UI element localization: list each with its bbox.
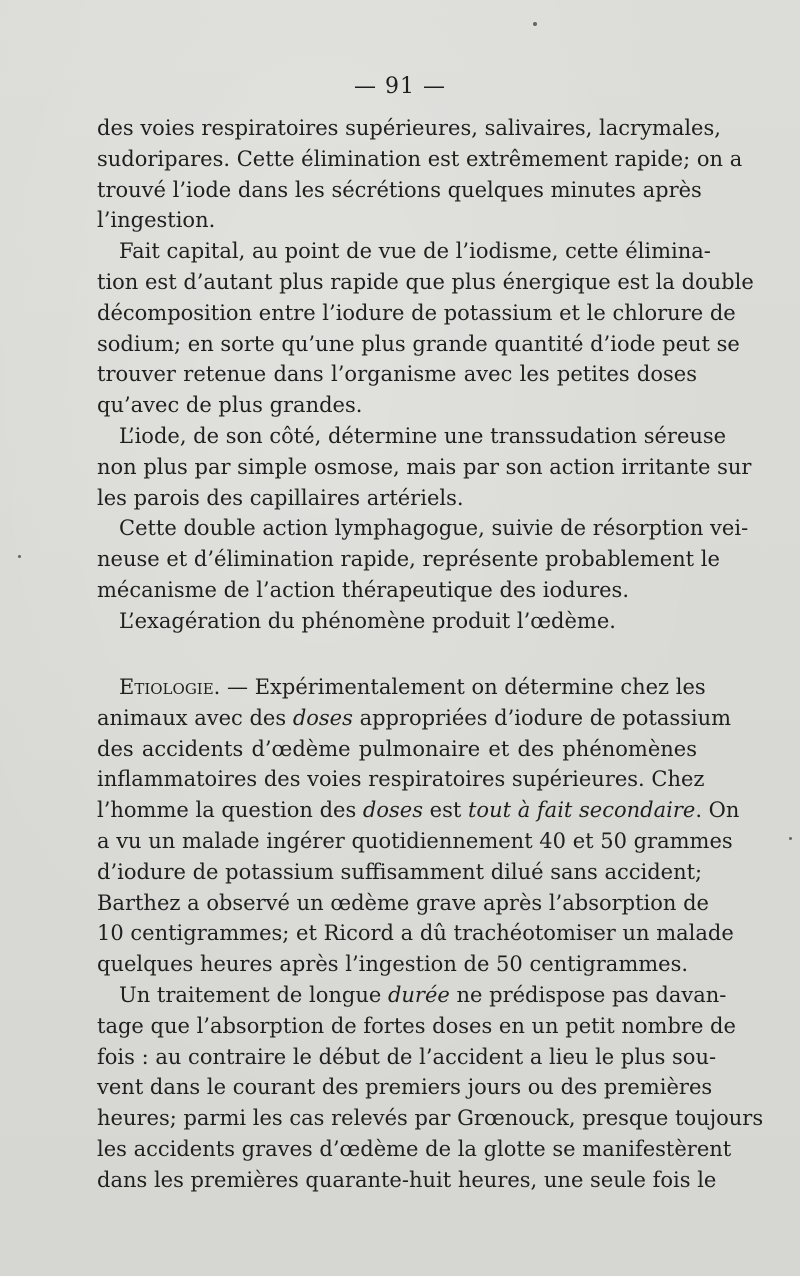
text-line: L’iode, de son côté, détermine une transsudation séreuse [119, 423, 727, 448]
text-line: qu’avec de plus grandes. [97, 393, 363, 418]
ink-speck [789, 837, 792, 840]
paragraphs-block-etiologie [97, 672, 764, 1196]
text-line: quelques heures après l’ingestion de 50 centigrammes. [97, 952, 689, 977]
text-line: a vu un malade ingérer quotidiennement 40 et 50 grammes [97, 828, 733, 853]
text-line: tage que l’absorption de fortes doses en un petit nombre de [97, 1013, 736, 1038]
text-line: L’exagération du phénomène produit l’œdème. [119, 608, 616, 633]
text-line: Cette double action lymphagogue, suivie de résorption vei- [119, 516, 749, 541]
text-line: les parois des capillaires artériels. [97, 485, 464, 510]
paragraphs-block-1 [97, 113, 754, 637]
text-line: Barthez a observé un œdème grave après l’absorption de [97, 890, 709, 915]
text-line: les accidents graves d’œdème de la glotte se manifestèrent [97, 1136, 732, 1161]
text-line: vent dans le courant des premiers jours ou des premières [97, 1075, 713, 1100]
text-line: neuse et d’élimination rapide, représente probablement le [97, 547, 720, 572]
text-line: des accidents d’œdème pulmonaire et des phénomènes [97, 736, 697, 761]
text-line: des voies respiratoires supérieures, salivaires, lacrymales, [97, 116, 721, 140]
text-line: sodium; en sorte qu’une plus grande quantité d’iode peut se [97, 331, 740, 356]
text-line: dans les premières quarante-huit heures, une seule fois le [97, 1167, 717, 1192]
text-line: Un traitement de longue durée ne prédispose pas davan- [119, 982, 727, 1007]
text-line: 10 centigrammes; et Ricord a dû trachéotomiser un malade [97, 921, 734, 946]
text-line: mécanisme de l’action thérapeutique des iodures. [97, 577, 630, 602]
text-line: d’iodure de potassium suffisamment dilué sans accident; [97, 859, 703, 884]
text-line: l’homme la question des doses est tout à fait secondaire. On [97, 798, 740, 823]
text-line: heures; parmi les cas relevés par Grœnouck, presque toujours [97, 1106, 764, 1131]
text-line: animaux avec des doses appropriées d’iodure de potassium [97, 705, 732, 730]
text-line: fois : au contraire le début de l’accident a lieu le plus sou- [97, 1044, 717, 1069]
text-line: Etiologie. — Expérimentalement on détermine chez les [119, 675, 706, 699]
text-line: trouvé l’iode dans les sécrétions quelques minutes après [97, 177, 702, 202]
text-line: sudoripares. Cette élimination est extrêmement rapide; on a [97, 146, 743, 171]
text-line: inflammatoires des voies respiratoires supérieures. Chez [97, 767, 705, 792]
page-number: — 91 — [354, 74, 446, 99]
text-line: Fait capital, au point de vue de l’iodisme, cette élimina- [119, 239, 711, 264]
ink-speck [533, 22, 537, 26]
text-line: l’ingestion. [97, 208, 216, 233]
text-line: trouver retenue dans l’organisme avec les petites doses [97, 362, 697, 387]
text-line: décomposition entre l’iodure de potassium et le chlorure de [97, 300, 736, 325]
ink-speck [18, 555, 21, 558]
section-heading: Etiologie. [119, 675, 221, 699]
text-line: non plus par simple osmose, mais par son action irritante sur [97, 454, 752, 479]
text-line: tion est d’autant plus rapide que plus énergique est la double [97, 269, 754, 294]
